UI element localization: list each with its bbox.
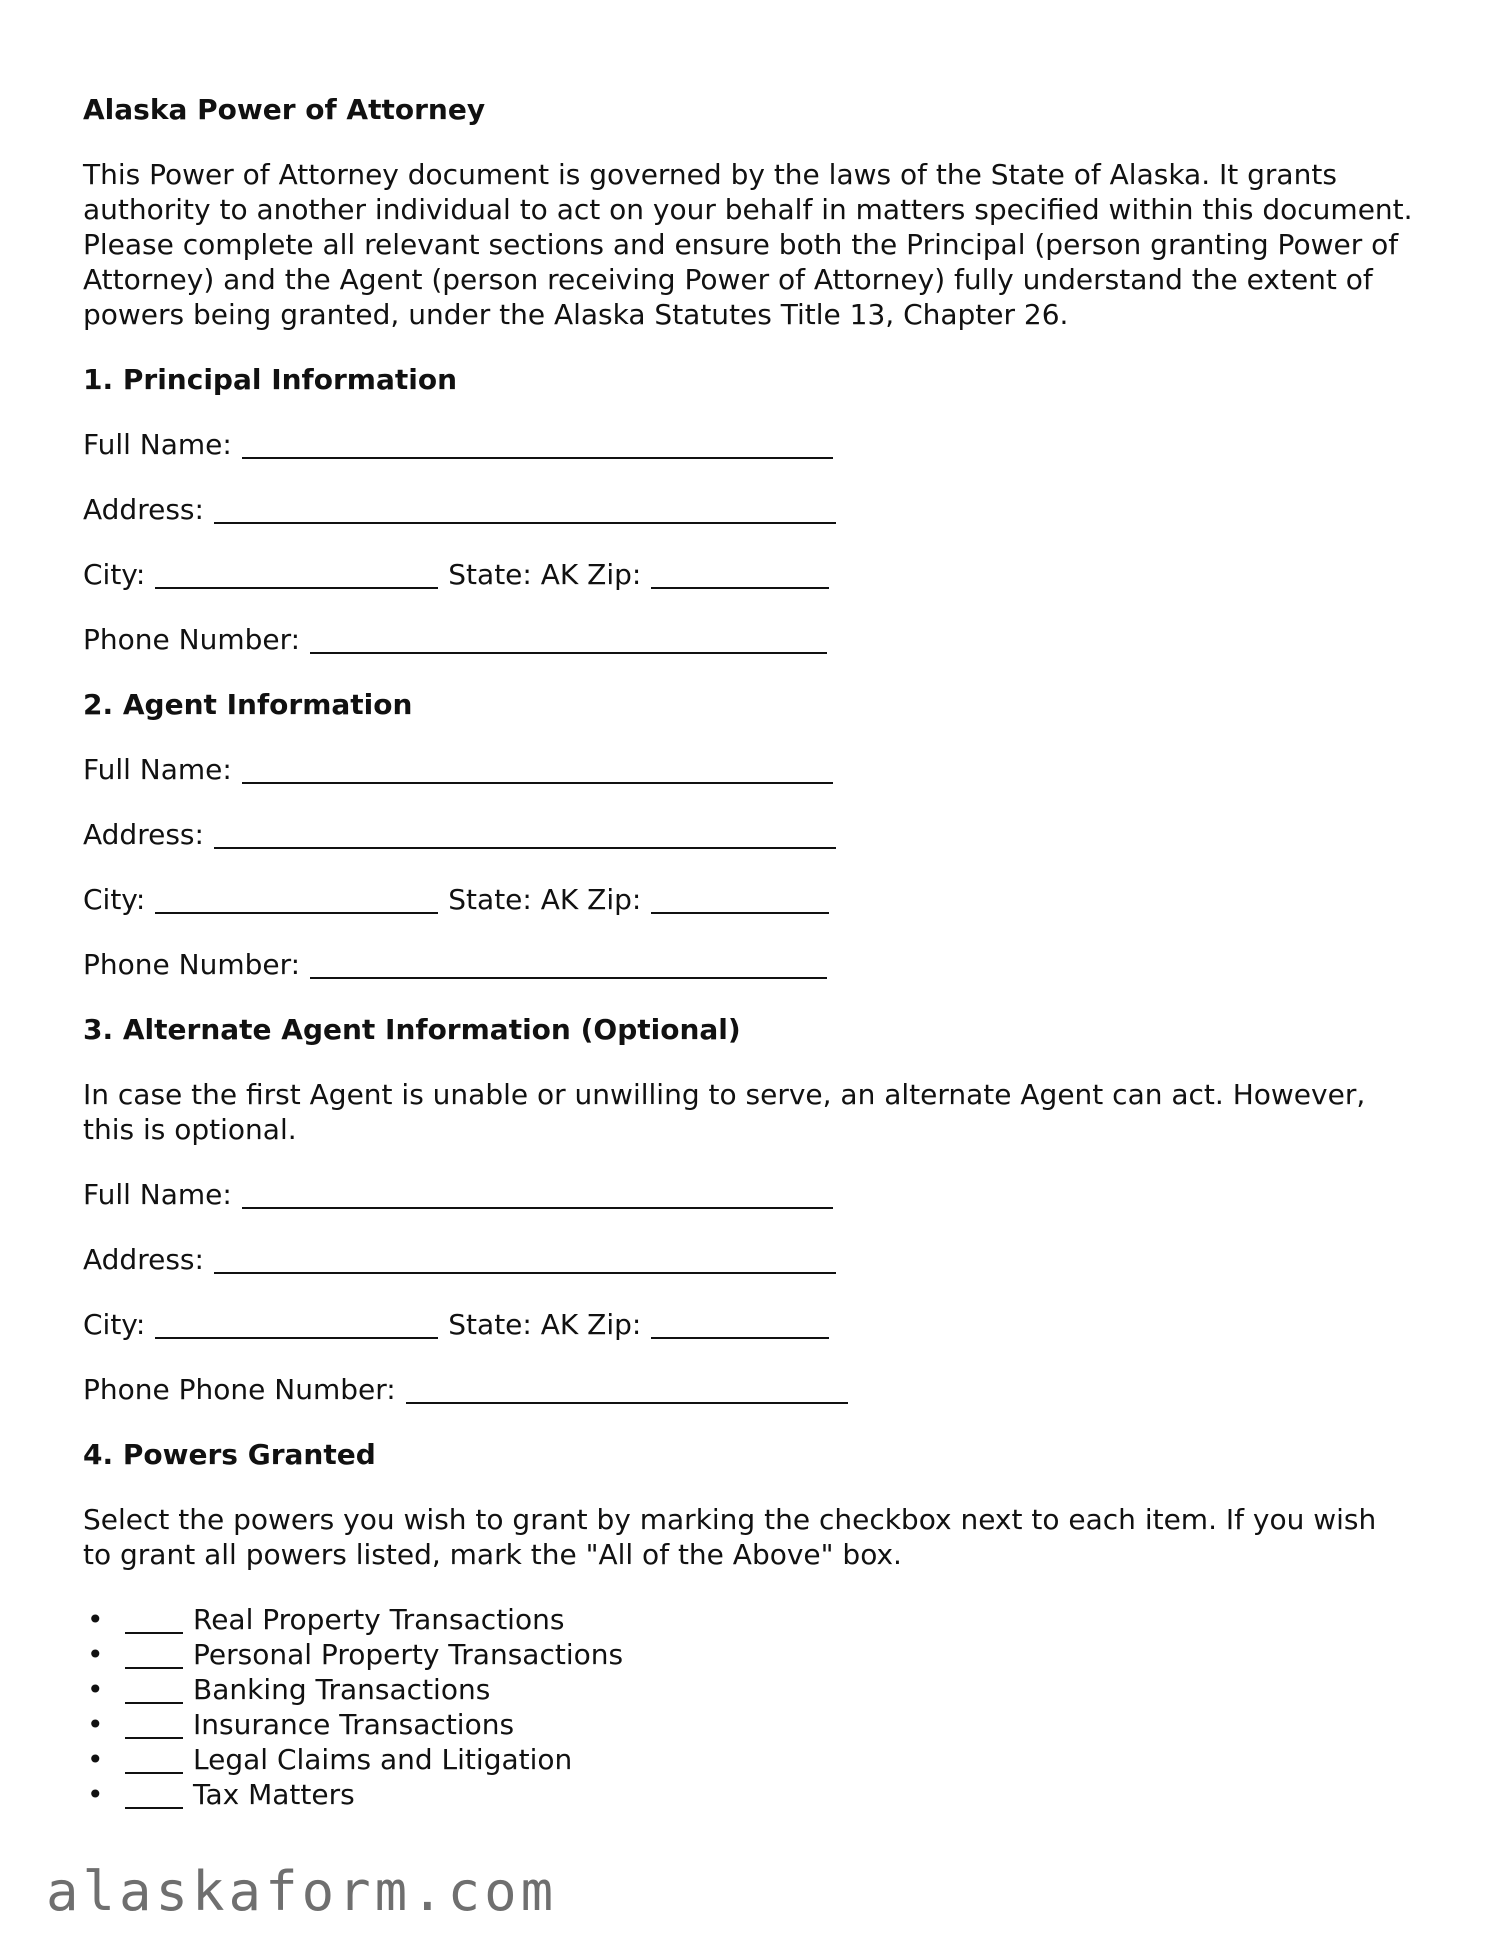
intro-paragraph: This Power of Attorney document is governed by the laws of the State of Alaska. It grants authority to another individual to act on your behalf in matters specified within this document. Please complete all relevant sections and ensure both the Principal (person granting Power of Attorney) and the Agent (person receiving Power of Attorney) fully understand the extent of powers being granted, under the Alaska Statutes Title 13, Chapter 26. [83, 158, 1413, 331]
bullet-icon: • [87, 1743, 104, 1776]
list-item [87, 1777, 1413, 1812]
principal-city-row [83, 557, 1413, 592]
principal-zip-field[interactable] [651, 561, 829, 589]
principal-full-name-row [83, 427, 1413, 462]
principal-address-row [83, 492, 1413, 527]
section-agent-heading: 2. Agent Information [83, 688, 413, 721]
power-checkbox-blank[interactable] [125, 1641, 183, 1669]
list-item [87, 1637, 1413, 1672]
list-item [87, 1707, 1413, 1742]
power-checkbox-blank[interactable] [125, 1711, 183, 1739]
principal-full-name-label: Full Name: [83, 428, 232, 461]
agent-address-row [83, 817, 1413, 852]
agent-address-label: Address: [83, 818, 204, 851]
power-label: Banking Transactions [193, 1673, 491, 1706]
list-item [87, 1672, 1413, 1707]
agent-phone-field[interactable] [310, 951, 827, 979]
bullet-icon: • [87, 1673, 104, 1706]
agent-address-field[interactable] [214, 821, 836, 849]
alternate-address-row [83, 1242, 1413, 1277]
principal-city-label: City: [83, 558, 146, 591]
section-principal-heading: 1. Principal Information [83, 363, 458, 396]
alternate-city-row [83, 1307, 1413, 1342]
alternate-full-name-label: Full Name: [83, 1178, 232, 1211]
list-item [87, 1742, 1413, 1777]
powers-description: Select the powers you wish to grant by marking the checkbox next to each item. If you wish to grant all powers listed, mark the "All of the Above" box. [83, 1503, 1377, 1571]
list-item [87, 1602, 1413, 1637]
power-label: Legal Claims and Litigation [193, 1743, 573, 1776]
powers-list [83, 1602, 1413, 1812]
agent-city-row [83, 882, 1413, 917]
alternate-city-label: City: [83, 1308, 146, 1341]
document-page [83, 92, 1413, 1812]
alternate-phone-field[interactable] [406, 1376, 848, 1404]
alternate-phone-row [83, 1372, 1413, 1407]
agent-full-name-row [83, 752, 1413, 787]
alternate-agent-description: In case the first Agent is unable or unwilling to serve, an alternate Agent can act. However, this is optional. [83, 1078, 1366, 1146]
alternate-city-field[interactable] [155, 1311, 438, 1339]
power-label: Insurance Transactions [193, 1708, 515, 1741]
agent-city-field[interactable] [155, 886, 438, 914]
alternate-address-label: Address: [83, 1243, 204, 1276]
bullet-icon: • [87, 1638, 104, 1671]
agent-full-name-label: Full Name: [83, 753, 232, 786]
alternate-full-name-field[interactable] [242, 1181, 833, 1209]
agent-phone-label: Phone Number: [83, 948, 301, 981]
power-checkbox-blank[interactable] [125, 1676, 183, 1704]
alternate-state-zip-label: State: AK Zip: [448, 1308, 642, 1341]
agent-state-zip-label: State: AK Zip: [448, 883, 642, 916]
power-checkbox-blank[interactable] [125, 1781, 183, 1809]
agent-zip-field[interactable] [651, 886, 829, 914]
principal-full-name-field[interactable] [242, 431, 833, 459]
principal-address-field[interactable] [214, 496, 836, 524]
power-checkbox-blank[interactable] [125, 1746, 183, 1774]
power-label: Personal Property Transactions [193, 1638, 624, 1671]
principal-city-field[interactable] [155, 561, 438, 589]
power-label: Tax Matters [193, 1778, 355, 1811]
principal-address-label: Address: [83, 493, 204, 526]
bullet-icon: • [87, 1603, 104, 1636]
principal-phone-label: Phone Number: [83, 623, 301, 656]
section-powers-heading: 4. Powers Granted [83, 1438, 376, 1471]
principal-phone-field[interactable] [310, 626, 827, 654]
bullet-icon: • [87, 1708, 104, 1741]
watermark-text: alaskaform.com [46, 1860, 558, 1923]
principal-phone-row [83, 622, 1413, 657]
alternate-full-name-row [83, 1177, 1413, 1212]
document-title: Alaska Power of Attorney [83, 93, 486, 126]
bullet-icon: • [87, 1778, 104, 1811]
agent-phone-row [83, 947, 1413, 982]
power-label: Real Property Transactions [193, 1603, 565, 1636]
alternate-zip-field[interactable] [651, 1311, 829, 1339]
power-checkbox-blank[interactable] [125, 1606, 183, 1634]
principal-state-zip-label: State: AK Zip: [448, 558, 642, 591]
alternate-phone-label: Phone Phone Number: [83, 1373, 396, 1406]
agent-full-name-field[interactable] [242, 756, 833, 784]
agent-city-label: City: [83, 883, 146, 916]
section-alternate-agent-heading: 3. Alternate Agent Information (Optional) [83, 1013, 741, 1046]
alternate-address-field[interactable] [214, 1246, 836, 1274]
